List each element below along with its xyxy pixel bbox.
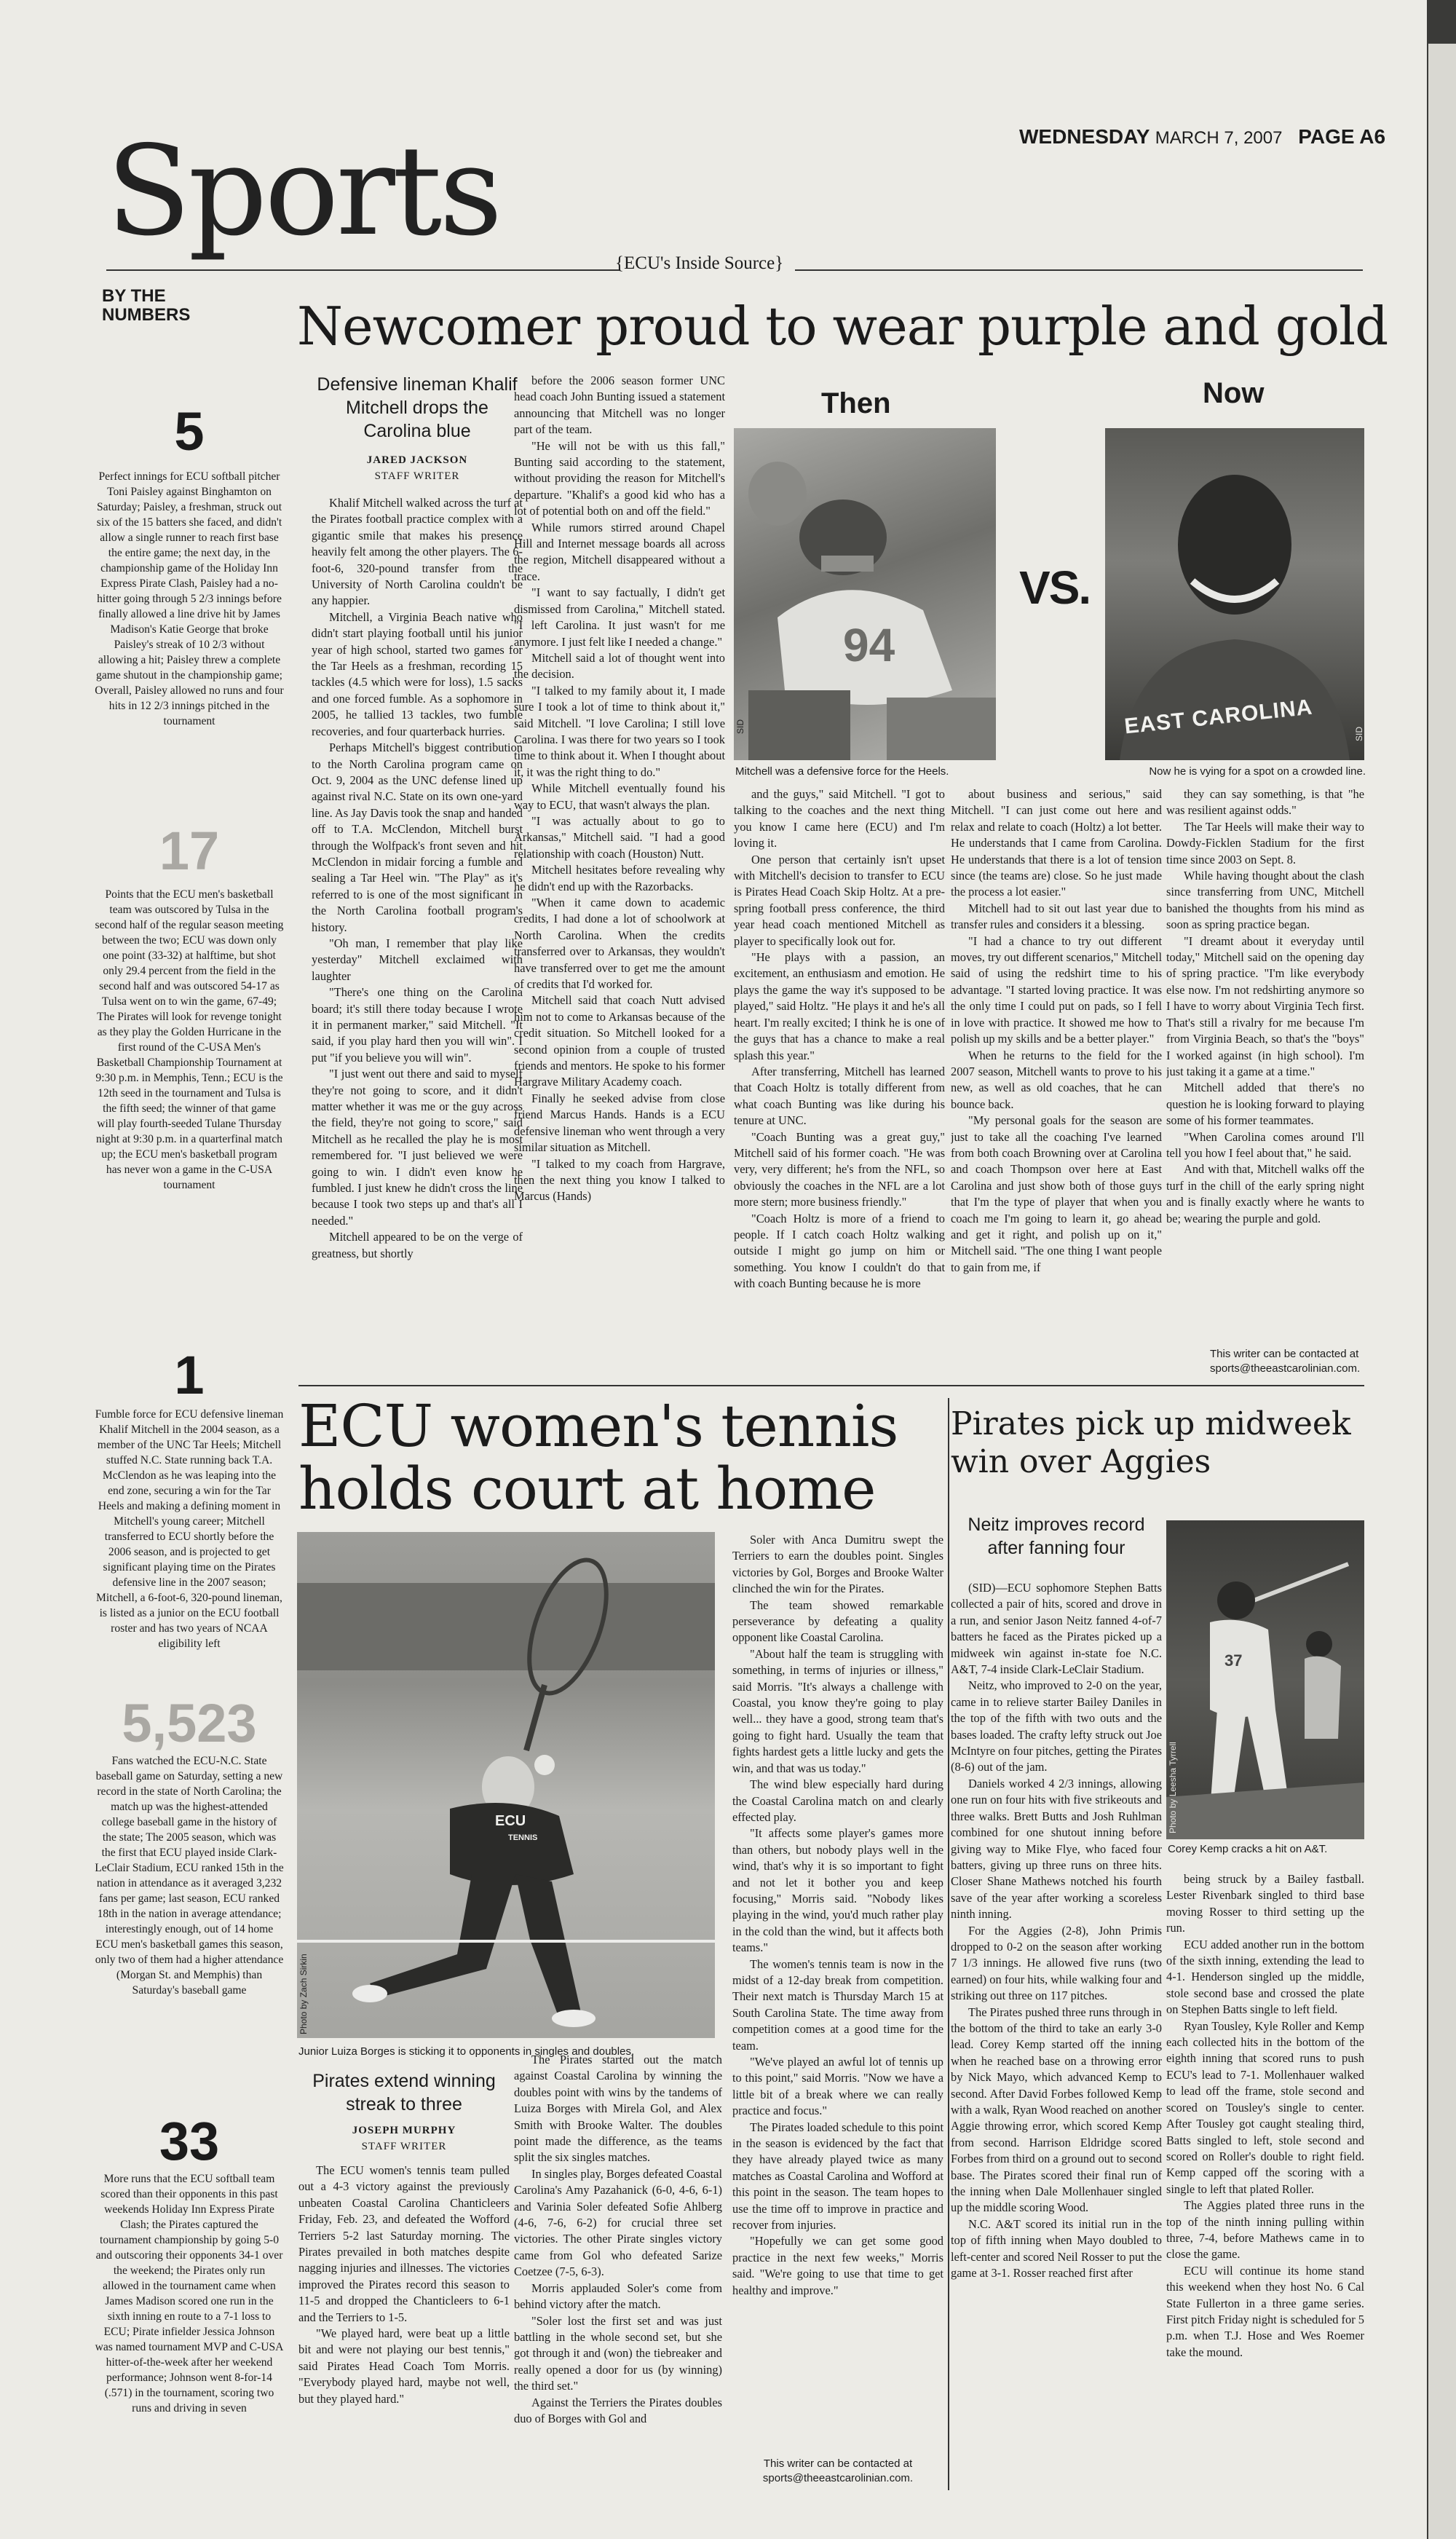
header-rule-left: [106, 269, 620, 271]
paragraph: "Oh man, I remember that play like yesterday" Mitchell exclaimed with laughter: [312, 936, 523, 983]
svg-text:94: 94: [843, 619, 895, 671]
paragraph: "He will not be with us this fall," Bunting said according to the statement, without providing the reason for Mitchell's departure. "Khalif's a good kid who has a lot of potential both on and off the field.": [514, 438, 725, 518]
paragraph: N.C. A&T scored its initial run in the top of fifth inning when Mayo doubled to left-center and scored Neil Rosser to put the game at 3-1. Rosser reached first after: [951, 2216, 1162, 2281]
paragraph: ECU added another run in the bottom of the sixth inning, extending the lead to 4-1. Henderson singled up the middle, stole second base and crossed the plate on Stephen Batts single to left field.: [1166, 1937, 1364, 2017]
paragraph: The team showed remarkable perseverance by defeating a quality opponent like Coastal Carolina.: [732, 1598, 943, 1645]
story1-staff: STAFF WRITER: [374, 470, 460, 482]
paragraph: "We've played an awful lot of tennis up to this point," said Morris. "Now we have a little bit of a break where we can really practice and focus.": [732, 2055, 943, 2118]
paragraph: "I talked to my coach from Hargrave, then the next thing you know I talked to Marcus (Hands): [514, 1156, 725, 1204]
page-number: A6: [1359, 125, 1386, 148]
story2-column-3: [732, 1532, 943, 2455]
paragraph: For the Aggies (2-8), John Primis dropped to 0-2 on the season after working 7 1/3 innings. He allowed five runs (two earned) on four hits, while walking four and striking out three on 117 pitches.: [951, 1923, 1162, 2003]
paragraph: "Coach Holtz is more of a friend to people. If I catch coach Holtz walking outside I might go jump on him or something. You know I couldn't do that with coach Bunting because he is more: [734, 1211, 945, 1291]
paragraph: "It affects some player's games more than others, but nobody plays well in the wind, that's why it is so important to fight and not let it bother you and keep focusing," Morris said. "Nobody likes playing in the wind, you'd much rather play in the cold than the wind, but it affects both teams.": [732, 1826, 943, 1955]
paragraph: "We played hard, were beat up a little bit and were not playing our best tennis," said Pirates Head Coach Tom Morris. "Everybody played hard, maybe not well, but they played hard.": [298, 2326, 510, 2406]
header-rule-right: [795, 269, 1363, 271]
paragraph: The Pirates pushed three runs through in the bottom of the third to take an early 3-0 lead. Corey Kemp started off the inning when he reached base on a throwing error by Nick Mayo, which advanced Kemp to second. After David Forbes followed Kemp with a walk, Ryan Wood reached on another Aggie throwing error, which scored Kemp from second. Harrison Eldridge scored Forbes from third on a ground out to second base. The Pirates scored their final run of the inning when Dale Mollenhauer singled up the middle scoring Wood.: [951, 2005, 1162, 2215]
paragraph: One person that certainly isn't upset with Mitchell's decision to transfer to ECU is Pirates Head Coach Skip Holtz. At a pre-spring football press conference, the third year head coach mentioned Mitchell as player to specifically look out for.: [734, 852, 945, 948]
story1-column-2: [514, 373, 725, 1381]
paragraph: Ryan Tousley, Kyle Roller and Kemp each collected hits in the bottom of the eighth inning that scored runs to push ECU's lead to 7-1. Mollenhauer walked to lead off the frame, stole second and scored on Tousley's single to center. After Tousley got caught stealing third, Batts singled to left, stole second and scored on Roller's double to right field. Kemp capped off the scoring with a single to left that plated Roller.: [1166, 2018, 1364, 2196]
paragraph: The Aggies plated three runs in the top of the ninth inning pulling within three, 7-4, before Mathews came in to close the game.: [1166, 2198, 1364, 2262]
paragraph: "About half the team is struggling with something, in terms of injuries or illness," said Morris. "It's always a challenge with Coastal, you know they're going to play well... they have a good, strong team that's going to fight hard. Usually the team that fights hardest gets a little lucky and gets the win, and that was us today.": [732, 1646, 943, 1775]
paragraph: "He plays with a passion, an excitement, an enthusiasm and emotion. He plays the game the way it's supposed to be played," said Holtz. "He plays it and he's all heart. I'm really excited; I think he is one of the guys that has a chance to make a real splash this year.": [734, 950, 945, 1062]
mitchell-now-photo: [1105, 428, 1364, 760]
paragraph: Mitchell appeared to be on the verge of greatness, but shortly: [312, 1230, 523, 1260]
paragraph: The women's tennis team is now in the midst of a 12-day break from competition. Their next match is Thursday March 15 at South Carolina State. The time away from competition comes at a good time for the team.: [732, 1956, 943, 2053]
vs-label: VS.: [1019, 561, 1091, 614]
then-label: Then: [821, 387, 891, 419]
paragraph: The wind blew especially hard during the Coastal Carolina match on and clearly effected play.: [732, 1777, 943, 1824]
paragraph: Mitchell hesitates before revealing why he didn't end up with the Razorbacks.: [514, 863, 725, 893]
shirt-text-2: TENNIS: [508, 1833, 538, 1842]
story1-column-4: [951, 786, 1162, 1381]
story1-deck: Defensive lineman Khalif Mitchell drops the Carolina blue: [317, 374, 518, 441]
dateline-day: WEDNESDAY: [1019, 125, 1150, 148]
paragraph: While rumors stirred around Chapel Hill and Internet message boards all across the region, Mitchell disappeared without a trace.: [514, 520, 725, 583]
tennis-caption: Junior Luiza Borges is sticking it to opponents in singles and doubles.: [298, 2045, 635, 2058]
section-divider: [298, 1385, 1364, 1386]
by-the-numbers-title: BY THE NUMBERS: [102, 286, 191, 325]
baseball-caption: Corey Kemp cracks a hit on A&T.: [1168, 1843, 1328, 1855]
paragraph: And with that, Mitchell walks off the turf in the chill of the early spring night and is finally exactly where he wants to be; wearing the purple and gold.: [1166, 1162, 1364, 1225]
paragraph: Mitchell said a lot of thought went into the decision.: [514, 650, 725, 682]
football-player-icon: [734, 428, 996, 760]
paragraph: (SID)—ECU sophomore Stephen Batts collected a pair of hits, scored and drove in a run, and senior Jason Neitz fanned 4-of-7 batters he faced as the Pirates picked up a midweek win against in-state foe N.C. A&T, 7-4 inside Clark-LeClair Stadium.: [951, 1581, 1162, 1677]
story2-headline-line1: ECU women's tennis: [298, 1392, 898, 1460]
paragraph: "I talked to my family about it, I made sure I took a lot of time to think about it," said Mitchell. "I love Carolina; I still love Carolina. I was there for two years so I took time to think about it. When I thought about it, it was the right thing to do.": [514, 683, 725, 779]
story2-staff: STAFF WRITER: [361, 2141, 447, 2152]
paragraph: before the 2006 season former UNC head coach John Bunting issued a statement announcing that Mitchell was no longer part of the team.: [514, 374, 725, 437]
stat-text: Fans watched the ECU-N.C. State baseball game on Saturday, setting a new record in the state of North Carolina; the match up was the highest-attended college baseball game in the history of the state; The 2005 season, which was the first that ECU played inside Clark-LeClair Stadium, ECU ranked 15th in the nation in attendance as it averaged 3,232 fans per game; last season, ECU ranked 18th in the nation in average attendance; interestingly enough, out of 14 home ECU men's basketball games this season, only two of them had a higher attendance (Morgan St. and Memphis) than Saturday's baseball game: [95, 1755, 284, 1997]
stat-number: 1: [174, 1345, 205, 1405]
story1-headline: Newcomer proud to wear purple and gold: [297, 296, 1388, 357]
paragraph: The Tar Heels will make their way to Dowdy-Ficklen Stadium for the first time since 2003 on Sept. 8.: [1166, 819, 1364, 866]
story1-byline: JARED JACKSON: [366, 454, 468, 466]
page-label: PAGE: [1298, 125, 1355, 148]
story2-deck: Pirates extend winning streak to three: [312, 2071, 496, 2114]
paragraph: When he returns to the field for the 2007 season, Mitchell wants to prove to his new, as well as old coaches, that he can bounce back.: [951, 1048, 1162, 1111]
svg-text:37: 37: [1224, 1651, 1243, 1670]
paragraph: being struck by a Bailey fastball. Lester Rivenbark singled to third base moving Rosser to third setting up the run.: [1166, 1872, 1364, 1935]
paragraph: Morris applauded Soler's come from behind victory after the match.: [514, 2281, 722, 2312]
tennis-player-icon: [297, 1532, 715, 2038]
paragraph: Perhaps Mitchell's biggest contribution to the North Carolina program came on Oct. 9, 2004 as the UNC defense lined up against rival N.C. State on its own one-yard line. As Jay Davis took the snap and handed off to T.A. McClendon, Mitchell burst through the Wolfpack's front seven and hit McClendon in midair forcing a fumble and sealing a Tar Heel win. "The Play" as it's referred to is one of the most significant in the North Carolina football program's history.: [312, 741, 523, 934]
dateline: [1019, 125, 1385, 149]
photo-credit: SID: [1354, 726, 1364, 741]
paragraph: In singles play, Borges defeated Coastal Carolina's Amy Pazahanick (6-0, 4-6, 6-1) and Varinia Soler defeated Sofie Ahlberg (4-6, 7-6, 6-2) for crucial three set victories. The other Pirate singles victory came from Gol who defeated Sarize Coetzee (7-5, 6-3).: [514, 2166, 722, 2279]
paragraph: Mitchell, a Virginia Beach native who didn't start playing football until his junior year of high school, started two games for the Tar Heels as a freshman, recording 15 tackles (4.5 which were for loss), 1.5 sacks and one forced fumble. As a sophomore in 2005, he tallied 13 tackles, two fumble recoveries, and four quarterback hurries.: [312, 609, 523, 738]
paragraph: Neitz, who improved to 2-0 on the year, came in to relieve starter Bailey Daniles in the top of the fifth with two outs and the bases loaded. The crafty lefty struck out Joe McIntyre on four pitches, getting the Pirates (8-6) out of the jam.: [951, 1678, 1162, 1774]
section-tagline: {ECU's Inside Source}: [615, 253, 784, 273]
paragraph: After transferring, Mitchell has learned that Coach Holtz is totally different from what coach Bunting was like during his tenure at UNC.: [734, 1064, 945, 1128]
stat-number: 5,523: [122, 1693, 257, 1753]
paragraph: "Soler lost the first set and was just battling in the whole second set, but she got through it and (won) the tiebreaker and really opened a door for us (by winning) the third set.": [514, 2313, 722, 2393]
story2-column-2: [514, 2052, 722, 2489]
baseball-player-icon: [1166, 1520, 1364, 1839]
paragraph: and the guys," said Mitchell. "I got to talking to the coaches and the next thing you know I came here (ECU) and I'm loving it.: [734, 787, 945, 850]
paragraph: The Pirates started out the match against Coastal Carolina by winning the doubles point with wins by the tandems of Luiza Borges with Mirela Gol, and Alex Smith with Brooke Walter. The doubles point made the difference, as the teams split the six singles matches.: [514, 2053, 722, 2165]
paragraph: "My personal goals for the season are just to take all the coaching I've learned from both coach Browning over at Carolina and coach Thompson over here at East Carolina and just show both of those guys that I'm the type of player that when you coach me I'm going to learn it, go ahead and get it right, and polish up on it," Mitchell said. "The one thing I want people to gain from me, if: [951, 1113, 1162, 1274]
story2-contact: This writer can be contacted at sports@theeastcarolinian.com.: [762, 2457, 914, 2484]
stat-number: 17: [159, 821, 220, 881]
paragraph: The Pirates loaded schedule to this point in the season is evidenced by the fact that they have already played twice as many matches as Coastal Carolina and Wofford at this point in the season. The team hopes to use the time off to improve in practice and recover from injuries.: [732, 2120, 943, 2232]
paragraph: "When Carolina comes around I'll tell you how I feel about that," he said.: [1166, 1129, 1364, 1160]
story2-headline-line2: holds court at home: [298, 1455, 876, 1523]
story3-column-2: [1166, 1871, 1364, 2490]
story3-column-1: [951, 1580, 1162, 2490]
paragraph: Finally he seeked advise from close friend Marcus Hands. Hands is a ECU defensive lineman who went through a very similar situation as Mitchell.: [514, 1091, 725, 1155]
stat-number: 33: [159, 2111, 220, 2171]
mitchell-then-photo: [734, 428, 996, 760]
section-title: Sports: [106, 119, 500, 264]
story3-headline: Pirates pick up midweek win over Aggies: [951, 1405, 1351, 1480]
paragraph: Against the Terriers the Pirates doubles duo of Borges with Gol and: [514, 2395, 722, 2425]
baseball-photo: [1166, 1520, 1364, 1839]
caption-then: Mitchell was a defensive force for the Heels.: [735, 765, 949, 778]
paragraph: "Hopefully we can get some good practice in the next few weeks," Morris said. "We're going to use that time to get healthy and improve.": [732, 2234, 943, 2297]
adjacent-page-edge: [1428, 44, 1456, 2539]
paragraph: "I dreamt about it everyday until today," Mitchell said on the opening day of spring practice. "I'm like everybody else now. I'm not redshirting anymore so I have to worry about Virginia Tech first. That's still a rivalry for me because I'm from Virginia Beach, so that's the "boys" I worked against (in high school). I'm just taking it a game at a time.": [1166, 933, 1364, 1078]
stat-text: Fumble force for ECU defensive lineman Khalif Mitchell in the 2004 season, as a member of the UNC Tar Heels; Mitchell stuffed N.C. State running back T.A. McClendon as he was leaping into the end zone, securing a win for the Tar Heels and making a defining moment in Mitchell's young career; Mitchell transferred to ECU shortly before the 2006 season, and is projected to get significant playing time on the Pirates defensive line in the 2007 season; Mitchell, a 6-foot-6, 320-pound lineman, is listed as a junior on the ECU football roster and has two years of NCAA eligibility left: [95, 1408, 284, 1650]
stat-text: More runs that the ECU softball team scored than their opponents in this past weekends Holiday Inn Express Pirate Clash; the Pirates captured the tournament championship by going 5-0 and outscoring their opponents 34-1 over the weekend; the Pirates only run allowed in the tournament came when James Madison scored one run in the sixth inning en route to a 7-1 loss to ECU; Pirate infielder Jessica Johnson was named tournament MVP and C-USA hitter-of-the-week after her weekend performance; Johnson went 8-for-14 (.571) in the tournament, scoring two runs and driving in seven: [95, 2173, 284, 2414]
paragraph: "I just went out there and said to myself they're not going to score, and it didn't matter whether it was me or the guy across the field, they're not going to score," said Mitchell as he recalled the play he is most remembered for. "I just believed we were going to win. I didn't even know he fumbled. I just knew he didn't cross the line because I took two steps up and that's all I needed.": [312, 1067, 523, 1228]
paragraph: ECU will continue its home stand this weekend when they host No. 6 Cal State Fullerton in a three game series. First pitch Friday night is scheduled for 5 p.m. when T.J. Hose and Wes Roemer take the mound.: [1166, 2263, 1364, 2359]
stat-text: Points that the ECU men's basketball team was outscored by Tulsa in the second half of the regular season meeting between the two; ECU was down only one point (33-32) at halftime, but shot only 29.4 percent from the field in the second half and was outscored 54-17 as Tulsa went on to win the game, 67-49; The Pirates will look for revenge tonight as they play the Golden Hurricane in the first round of the C-USA Men's Basketball Championship Tournament at 9:30 p.m. in Memphis, Tenn.; ECU is the 12th seed in the tournament and Tulsa is the fifth seed; the winner of that game will play fourth-seeded Tulane Thursday night at 9:30 p.m. in a quarterfinal match up; the ECU men's basketball program has never won a game in the C-USA tournament: [95, 888, 284, 1191]
paragraph: they can say something, is that "he was resilient against odds.": [1166, 787, 1364, 818]
paragraph: Khalif Mitchell walked across the turf at the Pirates football practice complex with a gigantic smile that makes his presence heavily felt among the other players. The 6-foot-6, 320-pound transfer from the University of North Carolina couldn't be any happier.: [312, 496, 523, 608]
paragraph: "When it came down to academic credits, I had done a lot of schoolwork at North Carolina. When the credits transferred over to Arkansas, they wouldn't have transferred over to get me the amount of credits that I'd worked for.: [514, 896, 725, 992]
story1-contact: This writer can be contacted at sports@theeastcarolinian.com.: [1210, 1348, 1361, 1375]
dateline-date: MARCH 7, 2007: [1155, 128, 1283, 148]
photo-credit: SID: [735, 719, 745, 734]
stat-text: Perfect innings for ECU softball pitcher Toni Paisley against Binghamton on Saturday; Paisley, a freshman, struck out six of the 15 batters she faced, and didn't allow a single runner to reach first base the entire game; the next day, in the championship game of the Holiday Inn Express Pirate Clash, Paisley had a no-hitter going through 5 2/3 innings before finally allowed a line drive hit by James Madison's Katie George that broke Paisley's streak of 10 2/3 without allowing a hit; Paisley threw a complete game shutout in the championship game; Overall, Paisley allowed no runs and four hits in 12 2/3 innings pitched in the tournament: [95, 470, 284, 727]
paragraph: Mitchell had to sit out last year due to transfer rules and considers it a blessing.: [951, 901, 1162, 932]
paragraph: The ECU women's tennis team pulled out a 4-3 victory against the previously unbeaten Coastal Carolina Chanticleers Friday, Feb. 23, and defeated the Wofford Terriers 5-2 last Saturday morning. The Pirates prevailed in both matches despite nagging injuries and illnesses. The victories improved the Pirates record this season to 11-5 and dropped the Chanticleers to 6-1 and the Terriers to 1-5.: [298, 2163, 510, 2324]
story1-column-1: [312, 495, 523, 1381]
paragraph: about business and serious," said Mitchell. "I can just come out here and relax and relate to coach (Holtz) a lot better. He understands that I came from Carolina. He understands that there is a lot of tension since (the teams are) close. So he just made the process a lot easier.": [951, 787, 1162, 899]
paragraph: Soler with Anca Dumitru swept the Terriers to earn the doubles point. Singles victories by Gol, Borges and Brooke Walter clinched the win for the Pirates.: [732, 1533, 943, 1596]
jersey-text: EAST CAROLINA: [1123, 695, 1314, 739]
paragraph: "I want to say factually, I didn't get dismissed from Carolina," Mitchell stated. "I left Carolina. It just wasn't for me anymore. I just felt like I needed a change.": [514, 585, 725, 649]
story2-byline: JOSEPH MURPHY: [352, 2125, 456, 2136]
column-divider: [948, 1398, 949, 2490]
paragraph: Mitchell said that coach Nutt advised him not to come to Arkansas because of the credit situation. So Mitchell looked for a second opinion from a couple of trusted friends and mentors. He spoke to his former Hargrave Military Academy coach.: [514, 993, 725, 1089]
paragraph: Daniels worked 4 2/3 innings, allowing one run on four hits with five strikeouts and three walks. Brett Butts and Josh Ruhlman combined for one shutout inning before giving way to Mike Flye, who faced four batters, giving up three runs on three hits. Closer Shane Mathews notched his fourth save of the year after working a scoreless ninth inning.: [951, 1776, 1162, 1922]
paragraph: "I was actually about to go to Arkansas," Mitchell said. "I had a good relationship with coach (Houston) Nutt.: [514, 813, 725, 861]
tennis-photo: [297, 1532, 715, 2038]
caption-now: Now he is vying for a spot on a crowded line.: [1149, 765, 1366, 778]
paragraph: Mitchell added that there's no question he is looking forward to playing some of his former teammates.: [1166, 1081, 1364, 1128]
story2-column-1: [298, 2163, 510, 2489]
shirt-text: ECU: [495, 1813, 526, 1829]
photo-credit: Photo by Zach Sirkin: [298, 1954, 309, 2034]
story3-deck: Neitz improves record after fanning four: [968, 1515, 1145, 1558]
paragraph: "Coach Bunting was a great guy," Mitchell said of his former coach. "He was very, very different; he's from the NFL, so obviously the coaches in the NFL are a lot more stern; more business friendly.": [734, 1129, 945, 1209]
now-label: Now: [1203, 377, 1265, 409]
paragraph: While having thought about the clash since transferring from UNC, Mitchell banished the thoughts from his mind as soon as spring practice began.: [1166, 869, 1364, 932]
story1-column-5: [1166, 786, 1364, 1354]
photo-credit: Photo by Leesha Tyrrell: [1168, 1742, 1178, 1833]
paragraph: "I had a chance to try out different moves, try out different scenarios," Mitchell said of using the redshirt time to his advantage. "I started loving practice. It was the only time I could put on pads, so I fell in love with practice. It showed me how to polish up my skills and be a better player.": [951, 933, 1162, 1046]
paragraph: While Mitchell eventually found his way to ECU, that wasn't always the plan.: [514, 781, 725, 812]
story1-column-3: [734, 786, 945, 1381]
paragraph: "There's one thing on the Carolina board; it's still there today because I wrote it in permanent marker," said Mitchell. "It said, if you play hard then you will win". I put "if you believe you will win".: [312, 985, 523, 1065]
stat-number: 5: [174, 401, 205, 462]
